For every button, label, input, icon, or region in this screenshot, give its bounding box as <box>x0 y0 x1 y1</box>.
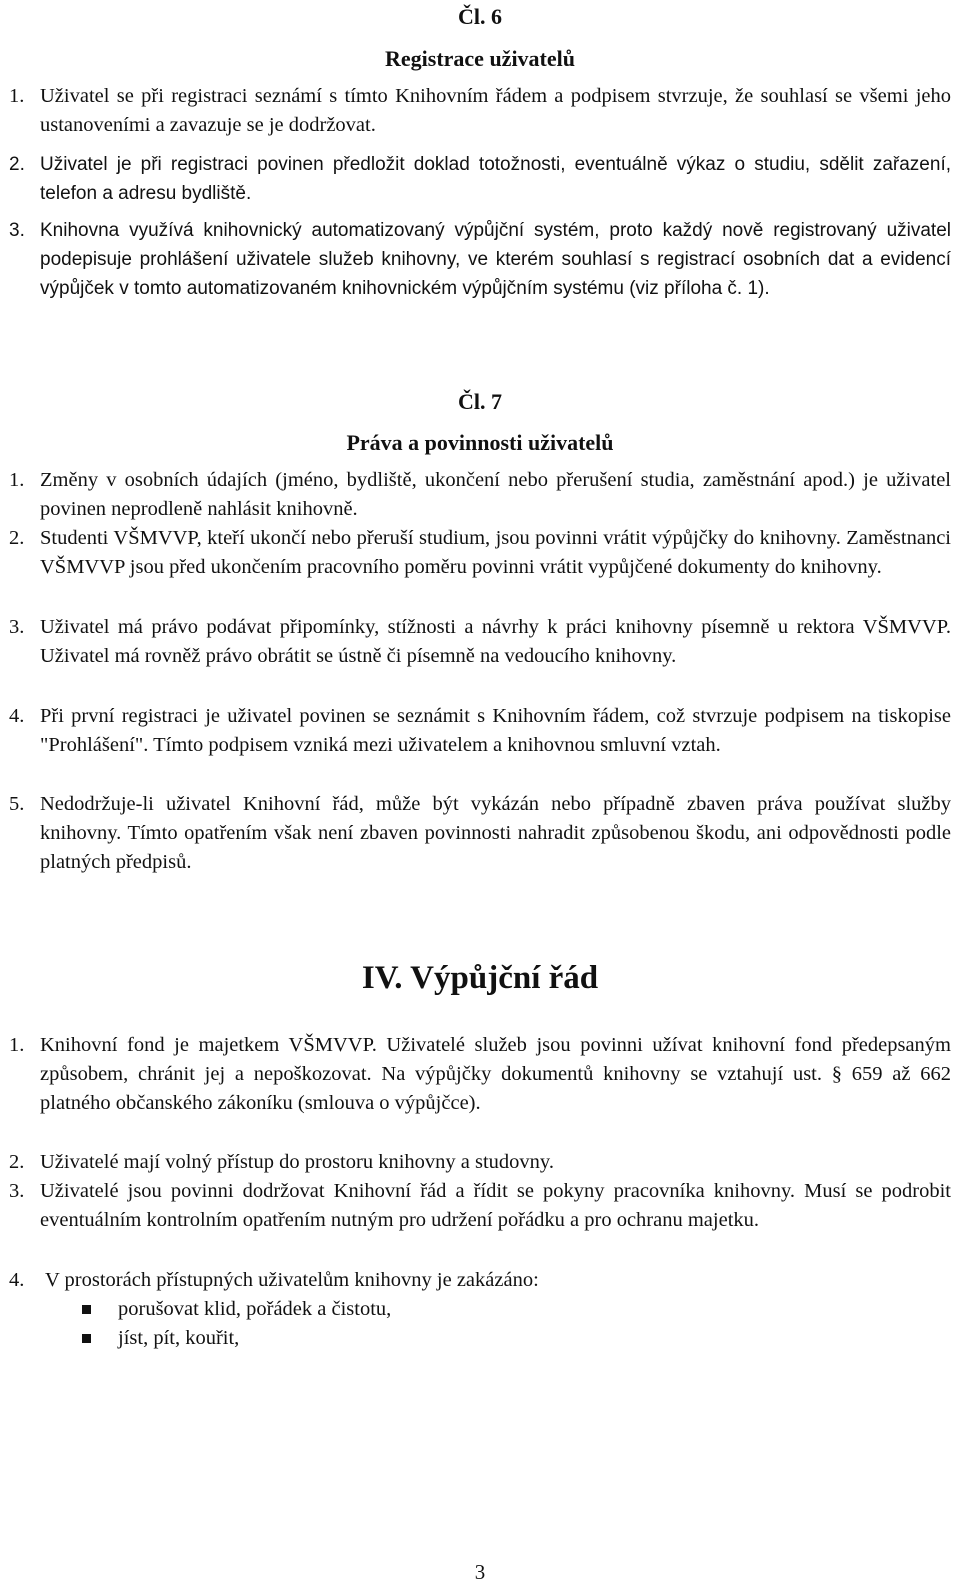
list-item-number: 4. <box>9 1269 25 1291</box>
bullet-text: jíst, pít, kouřit, <box>118 1327 240 1349</box>
list-item-number: 1. <box>9 1034 25 1056</box>
list-item-number: 2. <box>9 1151 25 1173</box>
list-item-text: Uživatel má právo podávat připomínky, stížnosti a návrhy k práci knihovny písemně u rektora VŠMVVP. Uživatel má rovněž právo obrátit se ústně či písemně na vedoucího knihovny. <box>40 616 951 667</box>
list-item-text: V prostorách přístupných uživatelům knihovny je zakázáno: <box>45 1269 539 1291</box>
list-item-number: 1. <box>9 469 25 491</box>
list-item-number: 3. <box>9 220 25 241</box>
list-item-number: 4. <box>9 705 25 727</box>
list-item-text: Uživatelé mají volný přístup do prostoru knihovny a studovny. <box>40 1151 554 1173</box>
square-bullet-icon <box>82 1305 91 1314</box>
list-item-number: 3. <box>9 616 25 638</box>
list-item-text: Uživatel se při registraci seznámí s tímto Knihovním řádem a podpisem stvrzuje, že souhlasí se všemi jeho ustanoveními a zavazuje se je dodržovat. <box>40 85 951 136</box>
list-item-number: 1. <box>9 85 25 107</box>
list-item-text: Studenti VŠMVVP, kteří ukončí nebo přeruší studium, jsou povinni vrátit výpůjčky do knihovny. Zaměstnanci VŠMVVP jsou před ukončením pracovního poměru povinni vrátit vypůjčené dokumenty do knihovny. <box>40 527 951 578</box>
list-item-text: Při první registraci je uživatel povinen se seznámit s Knihovním řádem, což stvrzuje podpisem na tiskopise "Prohlášení". Tímto podpisem vzniká mezi uživatelem a knihovnou smluvní vztah. <box>40 705 951 756</box>
list-item-text: Změny v osobních údajích (jméno, bydliště, ukončení nebo přerušení studia, zaměstnání apod.) je uživatel povinen neprodleně nahlásit knihovně. <box>40 469 951 520</box>
list-item-number: 5. <box>9 793 25 815</box>
list-item-number: 2. <box>9 527 25 549</box>
list-item-text: Uživatel je při registraci povinen předložit doklad totožnosti, eventuálně výkaz o studiu, sdělit zařazení, telefon a adresu bydliště. <box>40 154 951 204</box>
list-item-text: Nedodržuje-li uživatel Knihovní řád, může být vykázán nebo případně zbaven práva používat služby knihovny. Tímto opatřením však není zbaven povinnosti nahradit způsobenou škodu, ani odpovědnosti podle platných předpisů. <box>40 793 951 873</box>
list-item-text: Uživatelé jsou povinni dodržovat Knihovní řád a řídit se pokyny pracovníka knihovny. Musí se podrobit eventuálním kontrolním opatřením nutným pro udržení pořádku a pro ochranu majetku. <box>40 1180 951 1231</box>
section-heading-cl7: Čl. 7 <box>458 389 502 414</box>
section-subheading-cl6: Registrace uživatelů <box>385 46 575 71</box>
list-item-number: 2. <box>9 154 25 175</box>
section-subheading-cl7: Práva a povinnosti uživatelů <box>346 430 614 455</box>
square-bullet-icon <box>82 1334 91 1343</box>
section-heading-cl6: Čl. 6 <box>458 4 502 29</box>
list-item-text: Knihovna využívá knihovnický automatizovaný výpůjční systém, proto každý nově registrovaný uživatel podepisuje prohlášení uživatele služeb knihovny, ve kterém souhlasí s registrací osobních dat a evidencí výpůjček v tomto automatizovaném knihovnickém výpůjčním systému (viz příloha č. 1). <box>40 220 951 299</box>
list-item-text: Knihovní fond je majetkem VŠMVVP. Uživatelé služeb jsou povinni užívat knihovní fond předepsaným způsobem, chránit jej a nepoškozovat. Na výpůjčky dokumentů knihovny se vztahují ust. § 659 až 662 platného občanského zákoníku (smlouva o výpůjčce). <box>40 1034 951 1114</box>
list-item-number: 3. <box>9 1180 25 1202</box>
part-heading-vypujcni-rad: IV. Výpůjční řád <box>361 960 599 996</box>
bullet-text: porušovat klid, pořádek a čistotu, <box>118 1298 392 1320</box>
page-number: 3 <box>474 1560 486 1584</box>
